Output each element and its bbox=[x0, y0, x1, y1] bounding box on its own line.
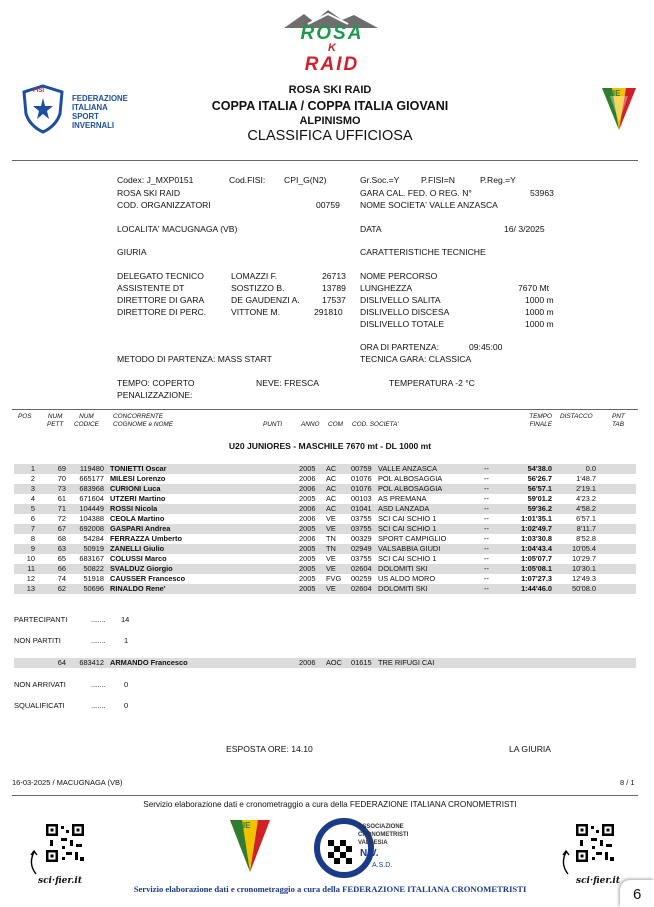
cell-pos: 12 bbox=[26, 574, 35, 583]
cell-pett: 66 bbox=[57, 564, 66, 573]
cup-title: COPPA ITALIA / COPPA ITALIA GIOVANI bbox=[211, 99, 449, 113]
official-role: DIRETTORE DI GARA bbox=[117, 295, 205, 305]
table-row bbox=[14, 534, 636, 544]
cell-soc: DOLOMITI SKI bbox=[378, 584, 428, 593]
cell-name: GASPARI Andrea bbox=[110, 524, 171, 533]
corner-page-badge bbox=[620, 880, 654, 907]
cell-com: AOC bbox=[326, 658, 343, 667]
official-name: LOMAZZI F. bbox=[231, 271, 278, 281]
fisi-logo-line: FEDERAZIONE bbox=[72, 94, 128, 103]
cell-pos: 6 bbox=[30, 514, 35, 523]
cell-name: CAUSSER Francesco bbox=[110, 574, 186, 583]
cell-name: CURIONI Luca bbox=[110, 484, 161, 493]
col-tempo-2: FINALE bbox=[529, 421, 552, 428]
cell-com: AC bbox=[326, 474, 337, 483]
cell-dash: -- bbox=[484, 514, 489, 523]
cell-com: VE bbox=[326, 554, 336, 563]
cell-pett: 63 bbox=[57, 544, 66, 553]
arrow-icon-left bbox=[26, 850, 40, 876]
cell-pos: 2 bbox=[30, 474, 35, 483]
tech-value: 1000 m bbox=[525, 319, 554, 329]
cell-pett: 61 bbox=[57, 494, 66, 503]
discipline-title: ALPINISMO bbox=[299, 115, 361, 127]
official-name: VITTONE M. bbox=[231, 307, 281, 317]
cell-anno: 2005 bbox=[299, 584, 316, 593]
preg: P.Reg.=Y bbox=[480, 175, 516, 185]
gara-cal-value: 53963 bbox=[530, 188, 554, 198]
cell-name: ARMANDO Francesco bbox=[110, 658, 188, 667]
rosa-ski-raid-logo bbox=[278, 6, 384, 76]
la-giuria: LA GIURIA bbox=[509, 744, 552, 754]
official-role: ASSISTENTE DT bbox=[117, 283, 185, 293]
col-num-codice-2: CODICE bbox=[74, 421, 99, 428]
col-tempo bbox=[522, 413, 552, 429]
official-code: 26713 bbox=[322, 271, 346, 281]
cell-distacco: 0.0 bbox=[585, 464, 596, 473]
partecipanti-label: PARTECIPANTI bbox=[14, 615, 68, 624]
tecnica-gara: TECNICA GARA: CLASSICA bbox=[360, 354, 472, 364]
squalificati-value: 0 bbox=[124, 701, 129, 710]
cell-com: AC bbox=[326, 504, 337, 513]
pfisi: P.FISI=N bbox=[421, 175, 455, 185]
codfisi-value: CPI_G(N2) bbox=[284, 175, 327, 185]
cell-tempo: 1:07'27.3 bbox=[521, 574, 552, 583]
tech-label: DISLIVELLO SALITA bbox=[360, 295, 441, 305]
cell-soc: DOLOMITI SKI bbox=[378, 564, 428, 573]
cronometristi-valsesia-logo bbox=[314, 818, 430, 878]
cell-cod: 02604 bbox=[351, 564, 372, 573]
cell-com: AC bbox=[326, 464, 337, 473]
cell-dash: -- bbox=[484, 484, 489, 493]
non-arrivati-label: NON ARRIVATI bbox=[14, 680, 66, 689]
cell-pett: 68 bbox=[57, 534, 66, 543]
cell-cod: 03755 bbox=[351, 554, 372, 563]
cell-dash: -- bbox=[484, 544, 489, 553]
tempo-meteo: TEMPO: COPERTO bbox=[117, 378, 195, 388]
table-row bbox=[14, 514, 636, 524]
fie-logo-footer-text: FIE bbox=[238, 821, 251, 830]
giuria-heading: GIURIA bbox=[117, 247, 147, 257]
col-anno: ANNO bbox=[301, 421, 320, 428]
cell-distacco: 4'23.2 bbox=[576, 494, 596, 503]
col-num-pett-2: PETT bbox=[47, 421, 64, 428]
table-row bbox=[14, 544, 636, 554]
cell-distacco: 10'30.1 bbox=[571, 564, 596, 573]
cell-cod: 00329 bbox=[351, 534, 372, 543]
non-partiti-dots: ....... bbox=[91, 636, 106, 645]
cell-codice: 104388 bbox=[79, 514, 104, 523]
cell-tempo: 56'57.1 bbox=[527, 484, 552, 493]
partecipanti-value: 14 bbox=[121, 615, 130, 624]
col-com: COM bbox=[328, 421, 343, 428]
official-code: 13789 bbox=[322, 283, 346, 293]
cell-distacco: 8'52.8 bbox=[576, 534, 596, 543]
table-row bbox=[14, 554, 636, 564]
cell-codice: 683968 bbox=[79, 484, 104, 493]
cell-cod: 03755 bbox=[351, 524, 372, 533]
cell-com: AC bbox=[326, 494, 337, 503]
col-num-pett bbox=[47, 413, 63, 429]
cell-codice: 665177 bbox=[79, 474, 104, 483]
penalizzazione: PENALIZZAZIONE: bbox=[117, 390, 193, 400]
cell-pett: 71 bbox=[57, 504, 66, 513]
cell-soc: VALSABBIA GIUDI bbox=[378, 544, 441, 553]
cell-codice: 671604 bbox=[79, 494, 104, 503]
table-row bbox=[14, 474, 636, 484]
cell-soc: SPORT CAMPIGLIO bbox=[378, 534, 447, 543]
esposta-ore: ESPOSTA ORE: 14.10 bbox=[226, 744, 313, 754]
info-divider bbox=[12, 409, 638, 410]
cell-dash: -- bbox=[484, 504, 489, 513]
rosa-logo-line3: RAID bbox=[304, 54, 360, 75]
data-label: DATA bbox=[360, 224, 382, 234]
cell-tempo: 1:02'49.7 bbox=[521, 524, 552, 533]
cell-distacco: 2'19.1 bbox=[576, 484, 596, 493]
col-num-codice bbox=[74, 413, 99, 429]
col-concorrente-1: CONCORRENTE bbox=[113, 413, 164, 420]
cell-cod: 01041 bbox=[351, 504, 372, 513]
cell-com: VE bbox=[326, 524, 336, 533]
cell-pos: 8 bbox=[30, 534, 35, 543]
cell-codice: 683167 bbox=[79, 554, 104, 563]
cell-distacco: 10'29.7 bbox=[571, 554, 596, 563]
cell-cod: 00259 bbox=[351, 574, 372, 583]
cell-com: AC bbox=[326, 484, 337, 493]
table-row bbox=[14, 584, 636, 594]
caratteristiche-heading: CARATTERISTICHE TECNICHE bbox=[360, 247, 486, 257]
cell-soc: POL ALBOSAGGIA bbox=[378, 474, 443, 483]
cell-tempo: 1:03'30.8 bbox=[521, 534, 552, 543]
col-concorrente-2: COGNOME e NOME bbox=[113, 421, 174, 428]
cell-codice: 50696 bbox=[83, 584, 104, 593]
cell-pos: 9 bbox=[30, 544, 35, 553]
table-row bbox=[14, 464, 636, 474]
cell-anno: 2005 bbox=[299, 554, 316, 563]
footer-servizio: Servizio elaborazione dati e cronometraggio a cura della FEDERAZIONE ITALIANA CRONOMETRISTI bbox=[143, 800, 517, 809]
cell-anno: 2005 bbox=[299, 574, 316, 583]
cell-soc: SCI CAI SCHIO 1 bbox=[378, 514, 437, 523]
cell-pett: 72 bbox=[57, 514, 66, 523]
cell-pos: 13 bbox=[26, 584, 35, 593]
cell-pett: 74 bbox=[57, 574, 66, 583]
ranking-title: CLASSIFICA UFFICIOSA bbox=[247, 128, 413, 144]
cell-anno: 2005 bbox=[299, 564, 316, 573]
cell-tempo: 1:01'35.1 bbox=[521, 514, 552, 523]
table-row bbox=[14, 484, 636, 494]
cell-tempo: 56'26.7 bbox=[527, 474, 552, 483]
cell-tempo: 1:05'07.7 bbox=[521, 554, 552, 563]
cell-pett: 62 bbox=[57, 584, 66, 593]
official-code: 17537 bbox=[322, 295, 346, 305]
fie-logo bbox=[600, 86, 638, 132]
corner-page-number: 6 bbox=[633, 886, 642, 903]
cell-cod: 02604 bbox=[351, 584, 372, 593]
assoc-line: A.S.D. bbox=[372, 862, 393, 869]
cell-tempo: 59'01.2 bbox=[527, 494, 552, 503]
header-divider bbox=[12, 160, 638, 161]
cell-name: UTZERI Martino bbox=[110, 494, 166, 503]
metodo-partenza: METODO DI PARTENZA: MASS START bbox=[117, 354, 272, 364]
cell-pett: 65 bbox=[57, 554, 66, 563]
cell-soc: POL ALBOSAGGIA bbox=[378, 484, 443, 493]
grsoc: Gr.Soc.=Y bbox=[360, 175, 400, 185]
cell-cod: 01615 bbox=[351, 658, 372, 667]
table-row bbox=[14, 504, 636, 514]
cell-anno: 2005 bbox=[299, 494, 316, 503]
cell-anno: 2006 bbox=[299, 658, 316, 667]
cell-com: VE bbox=[326, 584, 336, 593]
cell-name: ROSSI Nicola bbox=[110, 504, 158, 513]
footer-page: 8 / 1 bbox=[620, 778, 635, 787]
cell-anno: 2006 bbox=[299, 514, 316, 523]
cell-name: CEOLA Martino bbox=[110, 514, 165, 523]
squalificati-dots: ....... bbox=[91, 701, 106, 710]
cell-anno: 2006 bbox=[299, 534, 316, 543]
cell-codice: 683412 bbox=[79, 658, 104, 667]
assoc-line: N.V. bbox=[360, 848, 379, 859]
col-num-pett-1: NUM bbox=[47, 413, 63, 420]
cod-org-label: COD. ORGANIZZATORI bbox=[117, 200, 211, 210]
neve: NEVE: FRESCA bbox=[256, 378, 320, 388]
table-row bbox=[14, 494, 636, 504]
cod-org-value: 00759 bbox=[316, 200, 340, 210]
cell-cod: 03755 bbox=[351, 514, 372, 523]
fisi-logo-line: INVERNALI bbox=[72, 121, 115, 130]
tech-value: 7670 Mt bbox=[518, 283, 550, 293]
cell-tempo: 1:04'43.4 bbox=[521, 544, 552, 553]
cell-soc: VALLE ANZASCA bbox=[378, 464, 438, 473]
footer-divider bbox=[12, 795, 638, 796]
cell-name: TONIETTI Oscar bbox=[110, 464, 167, 473]
tech-label: LUNGHEZZA bbox=[360, 283, 413, 293]
cell-cod: 01076 bbox=[351, 484, 372, 493]
table-row bbox=[14, 524, 636, 534]
cell-pett: 69 bbox=[57, 464, 66, 473]
col-pnt-1: PNT bbox=[612, 413, 625, 420]
cell-pett: 73 bbox=[57, 484, 66, 493]
cell-com: TN bbox=[326, 544, 336, 553]
assoc-line: ASSOCIAZIONE bbox=[358, 824, 404, 830]
footer-servizio-bold: Servizio elaborazione dati e cronometraggio a cura della FEDERAZIONE ITALIANA CRONOMETRISTI bbox=[133, 884, 527, 894]
cell-anno: 2005 bbox=[299, 544, 316, 553]
nome-societa: NOME SOCIETA' VALLE ANZASCA bbox=[360, 200, 498, 210]
non-arrivati-value: 0 bbox=[124, 680, 129, 689]
squalificati-label: SQUALIFICATI bbox=[14, 701, 65, 710]
cell-name: COLUSSI Marco bbox=[110, 554, 167, 563]
cell-cod: 00759 bbox=[351, 464, 372, 473]
cell-distacco: 6'57.1 bbox=[576, 514, 596, 523]
event-name: ROSA SKI RAID bbox=[117, 188, 181, 198]
cell-pett: 64 bbox=[57, 658, 66, 667]
cell-pos: 10 bbox=[26, 554, 35, 563]
cell-dash: -- bbox=[484, 584, 489, 593]
fisi-logo-line: SPORT bbox=[72, 112, 99, 121]
cell-soc: US ALDO MORO bbox=[378, 574, 436, 583]
cell-codice: 51918 bbox=[83, 574, 104, 583]
official-name: DE GAUDENZI A. bbox=[231, 295, 300, 305]
cell-pos: 4 bbox=[30, 494, 35, 503]
col-tempo-1: TEMPO bbox=[529, 413, 552, 420]
cell-tempo: 54'38.0 bbox=[527, 464, 552, 473]
tech-value: 1000 m bbox=[525, 295, 554, 305]
cell-cod: 00103 bbox=[351, 494, 372, 503]
partecipanti-dots: ....... bbox=[91, 615, 106, 624]
col-cod-societa: COD. SOCIETA' bbox=[352, 421, 399, 428]
cell-tempo: 1:44'46.0 bbox=[521, 584, 552, 593]
cell-pos: 1 bbox=[30, 464, 35, 473]
assoc-line: CRONOMETRISTI bbox=[358, 832, 409, 838]
cell-soc: TRE RIFUGI CAI bbox=[378, 658, 435, 667]
col-pnt bbox=[612, 413, 625, 429]
non-partiti-label: NON PARTITI bbox=[14, 636, 61, 645]
cell-com: FVG bbox=[326, 574, 342, 583]
cell-anno: 2006 bbox=[299, 484, 316, 493]
cell-pos: 11 bbox=[27, 564, 35, 573]
cell-com: VE bbox=[326, 514, 336, 523]
table-row bbox=[14, 564, 636, 574]
qr-code-right bbox=[572, 822, 618, 870]
cell-name: MILESI Lorenzo bbox=[110, 474, 166, 483]
col-distacco: DISTACCO bbox=[560, 413, 593, 420]
non-partito-row bbox=[14, 658, 636, 668]
cell-cod: 02949 bbox=[351, 544, 372, 553]
localita: LOCALITA' MACUGNAGA (VB) bbox=[117, 224, 238, 234]
cell-codice: 119480 bbox=[79, 464, 104, 473]
fisi-logo-line: ITALIANA bbox=[72, 103, 108, 112]
cell-pett: 70 bbox=[57, 474, 66, 483]
col-concorrente bbox=[113, 413, 173, 429]
cell-dash: -- bbox=[484, 494, 489, 503]
fisi-logo-mark: FISI bbox=[33, 88, 45, 94]
cell-distacco: 4'58.2 bbox=[576, 504, 596, 513]
cell-cod: 01076 bbox=[351, 474, 372, 483]
cell-dash: -- bbox=[484, 574, 489, 583]
rosa-logo-line1: ROSA bbox=[300, 23, 364, 44]
cell-anno: 2006 bbox=[299, 474, 316, 483]
cell-dash: -- bbox=[484, 464, 489, 473]
col-punti: PUNTI bbox=[263, 421, 283, 428]
data-value: 16/ 3/2025 bbox=[504, 224, 545, 234]
tech-label: NOME PERCORSO bbox=[360, 271, 438, 281]
official-role: DIRETTORE DI PERC. bbox=[117, 307, 207, 317]
cell-soc: AS PREMANA bbox=[378, 494, 427, 503]
col-pos: POS bbox=[18, 413, 32, 420]
cell-soc: ASD LANZADA bbox=[378, 504, 430, 513]
assoc-line: VALSESIA bbox=[358, 840, 388, 846]
fie-logo-footer bbox=[228, 818, 272, 874]
cell-distacco: 1'48.7 bbox=[576, 474, 596, 483]
cell-dash: -- bbox=[484, 554, 489, 563]
fisi-logo bbox=[20, 84, 138, 134]
arrow-icon-right bbox=[558, 850, 572, 876]
official-role: DELEGATO TECNICO bbox=[117, 271, 204, 281]
tech-label: DISLIVELLO TOTALE bbox=[360, 319, 445, 329]
cell-name: RINALDO Rene' bbox=[110, 584, 166, 593]
non-partiti-value: 1 bbox=[124, 636, 129, 645]
cell-dash: -- bbox=[484, 534, 489, 543]
cell-anno: 2005 bbox=[299, 524, 316, 533]
cell-codice: 50919 bbox=[83, 544, 104, 553]
cell-anno: 2006 bbox=[299, 504, 316, 513]
cell-soc: SCI CAI SCHIO 1 bbox=[378, 524, 437, 533]
official-code: 291810 bbox=[314, 307, 343, 317]
cell-codice: 50822 bbox=[83, 564, 104, 573]
cell-com: TN bbox=[326, 534, 336, 543]
ora-partenza-label: ORA DI PARTENZA: bbox=[360, 342, 439, 352]
cell-pos: 3 bbox=[30, 484, 35, 493]
cell-tempo: 1:05'08.1 bbox=[521, 564, 552, 573]
scifer-logo-right: sci·fier.it bbox=[576, 876, 620, 886]
temperatura: TEMPERATURA -2 °C bbox=[389, 378, 475, 388]
cell-soc: SCI CAI SCHIO 1 bbox=[378, 554, 437, 563]
cell-distacco: 50'08.0 bbox=[571, 584, 596, 593]
category-heading: U20 JUNIORES - MASCHILE 7670 mt - DL 1000 mt bbox=[228, 441, 432, 451]
cell-distacco: 8'11.7 bbox=[576, 524, 596, 533]
fie-logo-text: FIE bbox=[608, 89, 621, 98]
cell-dash: -- bbox=[484, 474, 489, 483]
tech-value: 1000 m bbox=[525, 307, 554, 317]
cell-name: SVALDUZ Giorgio bbox=[110, 564, 173, 573]
cell-pett: 67 bbox=[57, 524, 66, 533]
cell-dash: -- bbox=[484, 564, 489, 573]
table-row bbox=[14, 574, 636, 584]
cell-codice: 54284 bbox=[83, 534, 104, 543]
cell-name: FERRAZZA Umberto bbox=[110, 534, 182, 543]
cell-pos: 7 bbox=[30, 524, 35, 533]
codfisi-label: Cod.FISI: bbox=[229, 175, 266, 185]
col-pnt-2: TAB bbox=[612, 421, 624, 428]
footer-date-place: 16-03-2025 / MACUGNAGA (VB) bbox=[12, 778, 123, 787]
tech-label: DISLIVELLO DISCESA bbox=[360, 307, 450, 317]
cell-name: ZANELLI Giulio bbox=[110, 544, 165, 553]
col-num-codice-1: NUM bbox=[79, 413, 94, 420]
cell-tempo: 59'36.2 bbox=[527, 504, 552, 513]
cell-pos: 5 bbox=[30, 504, 35, 513]
ora-partenza-value: 09:45:00 bbox=[469, 342, 503, 352]
gara-cal-label: GARA CAL. FED. O REG. N° bbox=[360, 188, 472, 198]
scifer-logo-left: sci·fier.it bbox=[38, 876, 82, 886]
cell-anno: 2005 bbox=[299, 464, 316, 473]
cell-codice: 692008 bbox=[79, 524, 104, 533]
cell-dash: -- bbox=[484, 524, 489, 533]
non-arrivati-dots: ....... bbox=[91, 680, 106, 689]
event-title: ROSA SKI RAID bbox=[288, 84, 372, 96]
official-name: SOSTIZZO B. bbox=[231, 283, 285, 293]
cell-com: VE bbox=[326, 564, 336, 573]
cell-distacco: 12'49.3 bbox=[571, 574, 596, 583]
cell-codice: 104449 bbox=[79, 504, 104, 513]
codex: Codex: J_MXP0151 bbox=[117, 175, 194, 185]
qr-code-left bbox=[42, 822, 88, 870]
rosa-logo-line2: K bbox=[328, 42, 336, 54]
cell-distacco: 10'05.4 bbox=[571, 544, 596, 553]
